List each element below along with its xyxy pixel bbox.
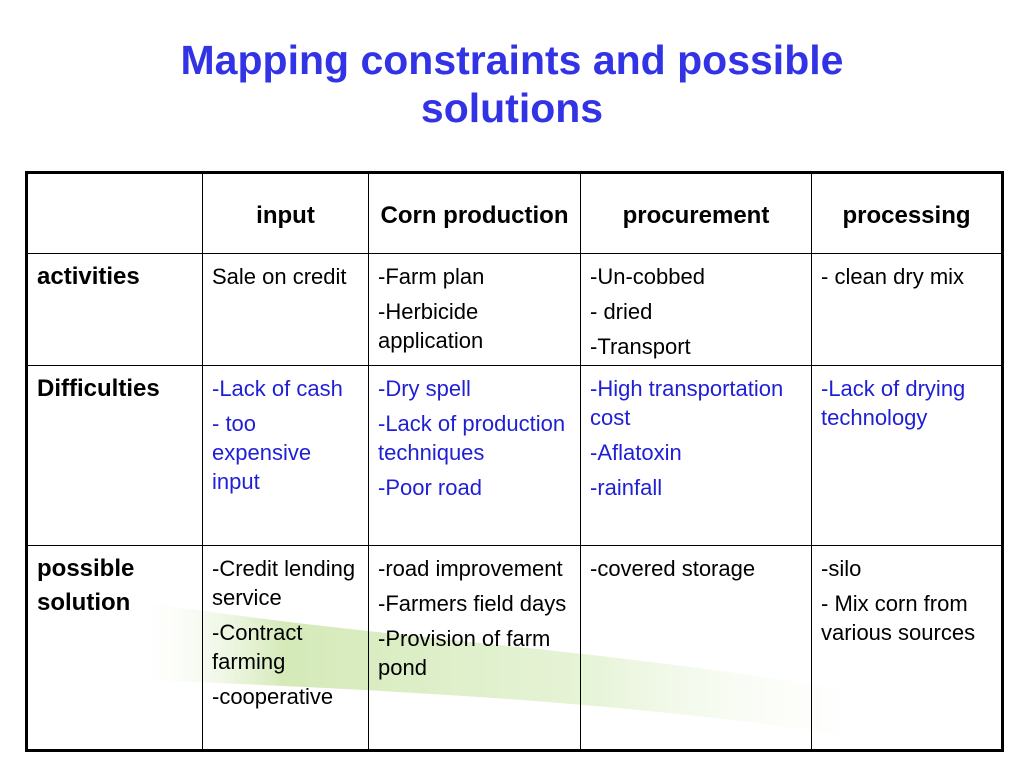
cell-solution-corn-production bbox=[369, 546, 581, 751]
cell-activities-procurement bbox=[581, 254, 812, 366]
cell-item: - clean dry mix bbox=[821, 264, 965, 289]
header-corn-production: Corn production bbox=[369, 173, 581, 254]
cell-item: -covered storage bbox=[590, 556, 756, 581]
cell-activities-input bbox=[203, 254, 369, 366]
cell-solution-processing bbox=[812, 546, 1003, 751]
cell-item: - too expensive input bbox=[212, 411, 312, 494]
cell-item: -Lack of cash bbox=[212, 376, 343, 401]
cell-solution-input bbox=[203, 546, 369, 751]
constraints-table bbox=[25, 171, 1004, 752]
cell-solution-procurement bbox=[581, 546, 812, 751]
cell-activities-corn-production bbox=[369, 254, 581, 366]
cell-item: - Mix corn from various sources bbox=[821, 591, 976, 645]
cell-item: - dried bbox=[590, 299, 653, 324]
cell-item: -Provision of farm pond bbox=[378, 626, 551, 680]
cell-difficulties-corn-production bbox=[369, 366, 581, 546]
table-row bbox=[27, 366, 1003, 546]
row-label-possible-solution: possible solution bbox=[27, 546, 203, 751]
cell-difficulties-procurement bbox=[581, 366, 812, 546]
cell-item: -Aflatoxin bbox=[590, 440, 682, 465]
header-blank bbox=[27, 173, 203, 254]
cell-item: -road improvement bbox=[378, 556, 563, 581]
cell-activities-processing bbox=[812, 254, 1003, 366]
title-line-2: solutions bbox=[420, 85, 604, 131]
page-title bbox=[0, 36, 1024, 132]
cell-item: -rainfall bbox=[590, 475, 663, 500]
header-processing: processing bbox=[812, 173, 1003, 254]
cell-item: -Farm plan bbox=[378, 264, 485, 289]
cell-item: -Lack of drying technology bbox=[821, 376, 966, 430]
header-input: input bbox=[203, 173, 369, 254]
cell-item: -Lack of production techniques bbox=[378, 411, 566, 465]
cell-item: -cooperative bbox=[212, 684, 334, 709]
cell-item: -Contract farming bbox=[212, 620, 303, 674]
cell-item: -Dry spell bbox=[378, 376, 471, 401]
row-label-difficulties: Difficulties bbox=[27, 366, 203, 546]
row-label-activities: activities bbox=[27, 254, 203, 366]
cell-item: -Un-cobbed bbox=[590, 264, 705, 289]
cell-item: -Herbicide application bbox=[378, 299, 484, 353]
header-procurement: procurement bbox=[581, 173, 812, 254]
cell-item: -High transportation cost bbox=[590, 376, 784, 430]
title-line-1: Mapping constraints and possible bbox=[180, 37, 844, 83]
cell-item: -Transport bbox=[590, 334, 691, 359]
cell-item: -Poor road bbox=[378, 475, 482, 500]
cell-difficulties-input bbox=[203, 366, 369, 546]
cell-item: -silo bbox=[821, 556, 862, 581]
cell-difficulties-processing bbox=[812, 366, 1003, 546]
cell-item: Sale on credit bbox=[212, 264, 347, 289]
cell-item: -Credit lending service bbox=[212, 556, 356, 610]
header-row bbox=[27, 173, 1003, 254]
table-row bbox=[27, 254, 1003, 366]
cell-item: -Farmers field days bbox=[378, 591, 567, 616]
table-row bbox=[27, 546, 1003, 751]
